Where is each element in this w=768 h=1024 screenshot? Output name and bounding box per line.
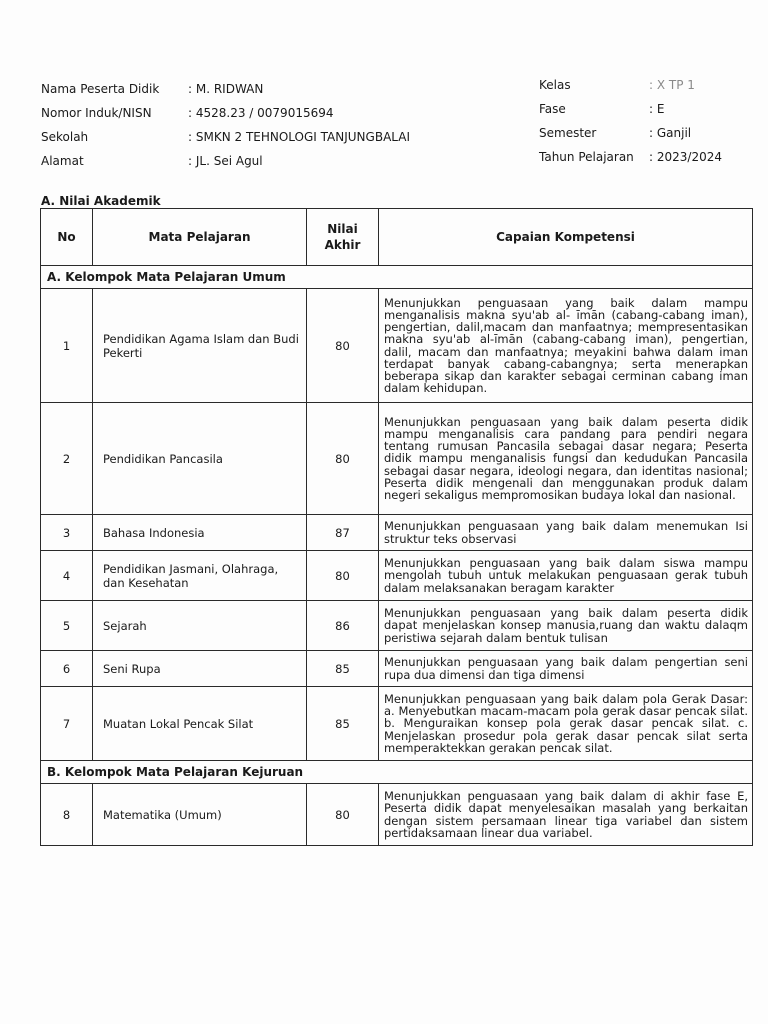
field-fase	[539, 97, 722, 121]
header-nilai	[307, 209, 379, 266]
field-value: : 4528.23 / 0079015694	[188, 106, 334, 120]
table-row	[41, 651, 753, 687]
field-value: : JL. Sei Agul	[188, 154, 263, 168]
cell-mapel: Sejarah	[93, 601, 307, 651]
table-row	[41, 784, 753, 846]
section-title: A. Nilai Akademik	[41, 194, 161, 208]
field-sekolah	[41, 125, 410, 149]
cell-no: 4	[41, 551, 93, 601]
cell-capaian: Menunjukkan penguasaan yang baik dalam di akhir fase E, Peserta didik dapat menyelesaikan masalah yang berkaitan dengan sistem persamaan linear tiga variabel dan sistem pertidaksamaan linear dua variabel.	[379, 784, 753, 846]
cell-capaian: Menunjukkan penguasaan yang baik dalam menemukan Isi struktur teks observasi	[379, 515, 753, 551]
cell-no: 6	[41, 651, 93, 687]
table-row	[41, 551, 753, 601]
field-value: : Ganjil	[649, 126, 692, 140]
field-label: Nomor Induk/NISN	[41, 106, 152, 120]
cell-no: 7	[41, 687, 93, 761]
header-capaian: Capaian Kompetensi	[379, 209, 753, 266]
group-title: B. Kelompok Mata Pelajaran Kejuruan	[41, 761, 753, 784]
cell-capaian: Menunjukkan penguasaan yang baik dalam siswa mampu mengolah tubuh untuk melakukan penguasaan gerak tubuh dalam melaksanakan beragam karakter	[379, 551, 753, 601]
field-value: : M. RIDWAN	[188, 82, 264, 96]
cell-mapel: Pendidikan Pancasila	[93, 403, 307, 515]
field-label: Sekolah	[41, 130, 89, 144]
field-label: Kelas	[539, 78, 571, 92]
cell-capaian: Menunjukkan penguasaan yang baik dalam pengertian seni rupa dua dimensi dan tiga dimensi	[379, 651, 753, 687]
field-nama	[41, 77, 410, 101]
field-tahun	[539, 145, 722, 169]
field-label: Tahun Pelajaran	[539, 150, 634, 164]
field-value: : E	[649, 102, 665, 116]
table-row	[41, 601, 753, 651]
grades-table	[40, 208, 753, 846]
student-info-right	[539, 73, 722, 169]
cell-nilai: 87	[307, 515, 379, 551]
cell-mapel: Pendidikan Agama Islam dan Budi Pekerti	[93, 289, 307, 403]
cell-no: 1	[41, 289, 93, 403]
field-value: : X TP 1	[649, 78, 695, 92]
cell-no: 5	[41, 601, 93, 651]
cell-capaian: Menunjukkan penguasaan yang baik dalam mampu menganalisis makna syu'ab al- īmān (cabang-cabang iman), pengertian, dalil,macam dan manfaatnya; mempresentasikan makna syu'ab al-īmān (cabang-cabang iman), pengertian, dalil, macam dan manfaatnya; meyakini bahwa dalam iman terdapat banyak cabang-cabangnya; serta menerapkan beberapa sikap dan karakter sebagai cerminan cabang iman dalam kehidupan.	[379, 289, 753, 403]
cell-nilai: 85	[307, 651, 379, 687]
cell-nilai: 86	[307, 601, 379, 651]
field-kelas	[539, 73, 722, 97]
cell-no: 2	[41, 403, 93, 515]
table-row	[41, 403, 753, 515]
cell-nilai: 80	[307, 551, 379, 601]
cell-nilai: 80	[307, 784, 379, 846]
field-value: : 2023/2024	[649, 150, 722, 164]
header-nilai-line1: Nilai	[327, 222, 358, 236]
group-row	[41, 266, 753, 289]
field-value: : SMKN 2 TEHNOLOGI TANJUNGBALAI	[188, 130, 410, 144]
field-semester	[539, 121, 722, 145]
cell-mapel: Matematika (Umum)	[93, 784, 307, 846]
cell-capaian: Menunjukkan penguasaan yang baik dalam pola Gerak Dasar: a. Menyebutkan macam-macam pola gerak dasar pencak silat. b. Menguraikan konsep pola gerak dasar pencak silat. c. Menjelaskan prosedur pola gerak dasar pencak silat serta memperaktekkan gerakan pencak silat.	[379, 687, 753, 761]
cell-no: 3	[41, 515, 93, 551]
cell-no: 8	[41, 784, 93, 846]
header-no: No	[41, 209, 93, 266]
student-info-left	[41, 77, 410, 173]
cell-nilai: 85	[307, 687, 379, 761]
cell-mapel: Bahasa Indonesia	[93, 515, 307, 551]
field-alamat	[41, 149, 410, 173]
table-row	[41, 687, 753, 761]
table-header-row	[41, 209, 753, 266]
cell-capaian: Menunjukkan penguasaan yang baik dalam peserta didik dapat menjelaskan konsep manusia,ruang dan waktu dalaqm peristiwa sejarah dalam bentuk tulisan	[379, 601, 753, 651]
field-label: Alamat	[41, 154, 84, 168]
cell-mapel: Seni Rupa	[93, 651, 307, 687]
table-row	[41, 289, 753, 403]
group-title: A. Kelompok Mata Pelajaran Umum	[41, 266, 753, 289]
cell-nilai: 80	[307, 289, 379, 403]
field-label: Nama Peserta Didik	[41, 82, 160, 96]
cell-capaian: Menunjukkan penguasaan yang baik dalam peserta didik mampu menganalisis cara pandang para pendiri negara tentang rumusan Pancasila sebagai dasar negara; Peserta didik mampu menganalisis fungsi dan kedudukan Pancasila sebagai dasar negara, ideologi negara, dan identitas nasional; Peserta didik mengenali dan menggunakan produk dalam negeri sekaligus mempromosikan budaya lokal dan nasional.	[379, 403, 753, 515]
header-mapel: Mata Pelajaran	[93, 209, 307, 266]
header-nilai-line2: Akhir	[324, 238, 361, 252]
table-row	[41, 515, 753, 551]
cell-mapel: Pendidikan Jasmani, Olahraga, dan Kesehatan	[93, 551, 307, 601]
field-nisn	[41, 101, 410, 125]
field-label: Fase	[539, 102, 566, 116]
cell-mapel: Muatan Lokal Pencak Silat	[93, 687, 307, 761]
field-label: Semester	[539, 126, 597, 140]
group-row	[41, 761, 753, 784]
cell-nilai: 80	[307, 403, 379, 515]
